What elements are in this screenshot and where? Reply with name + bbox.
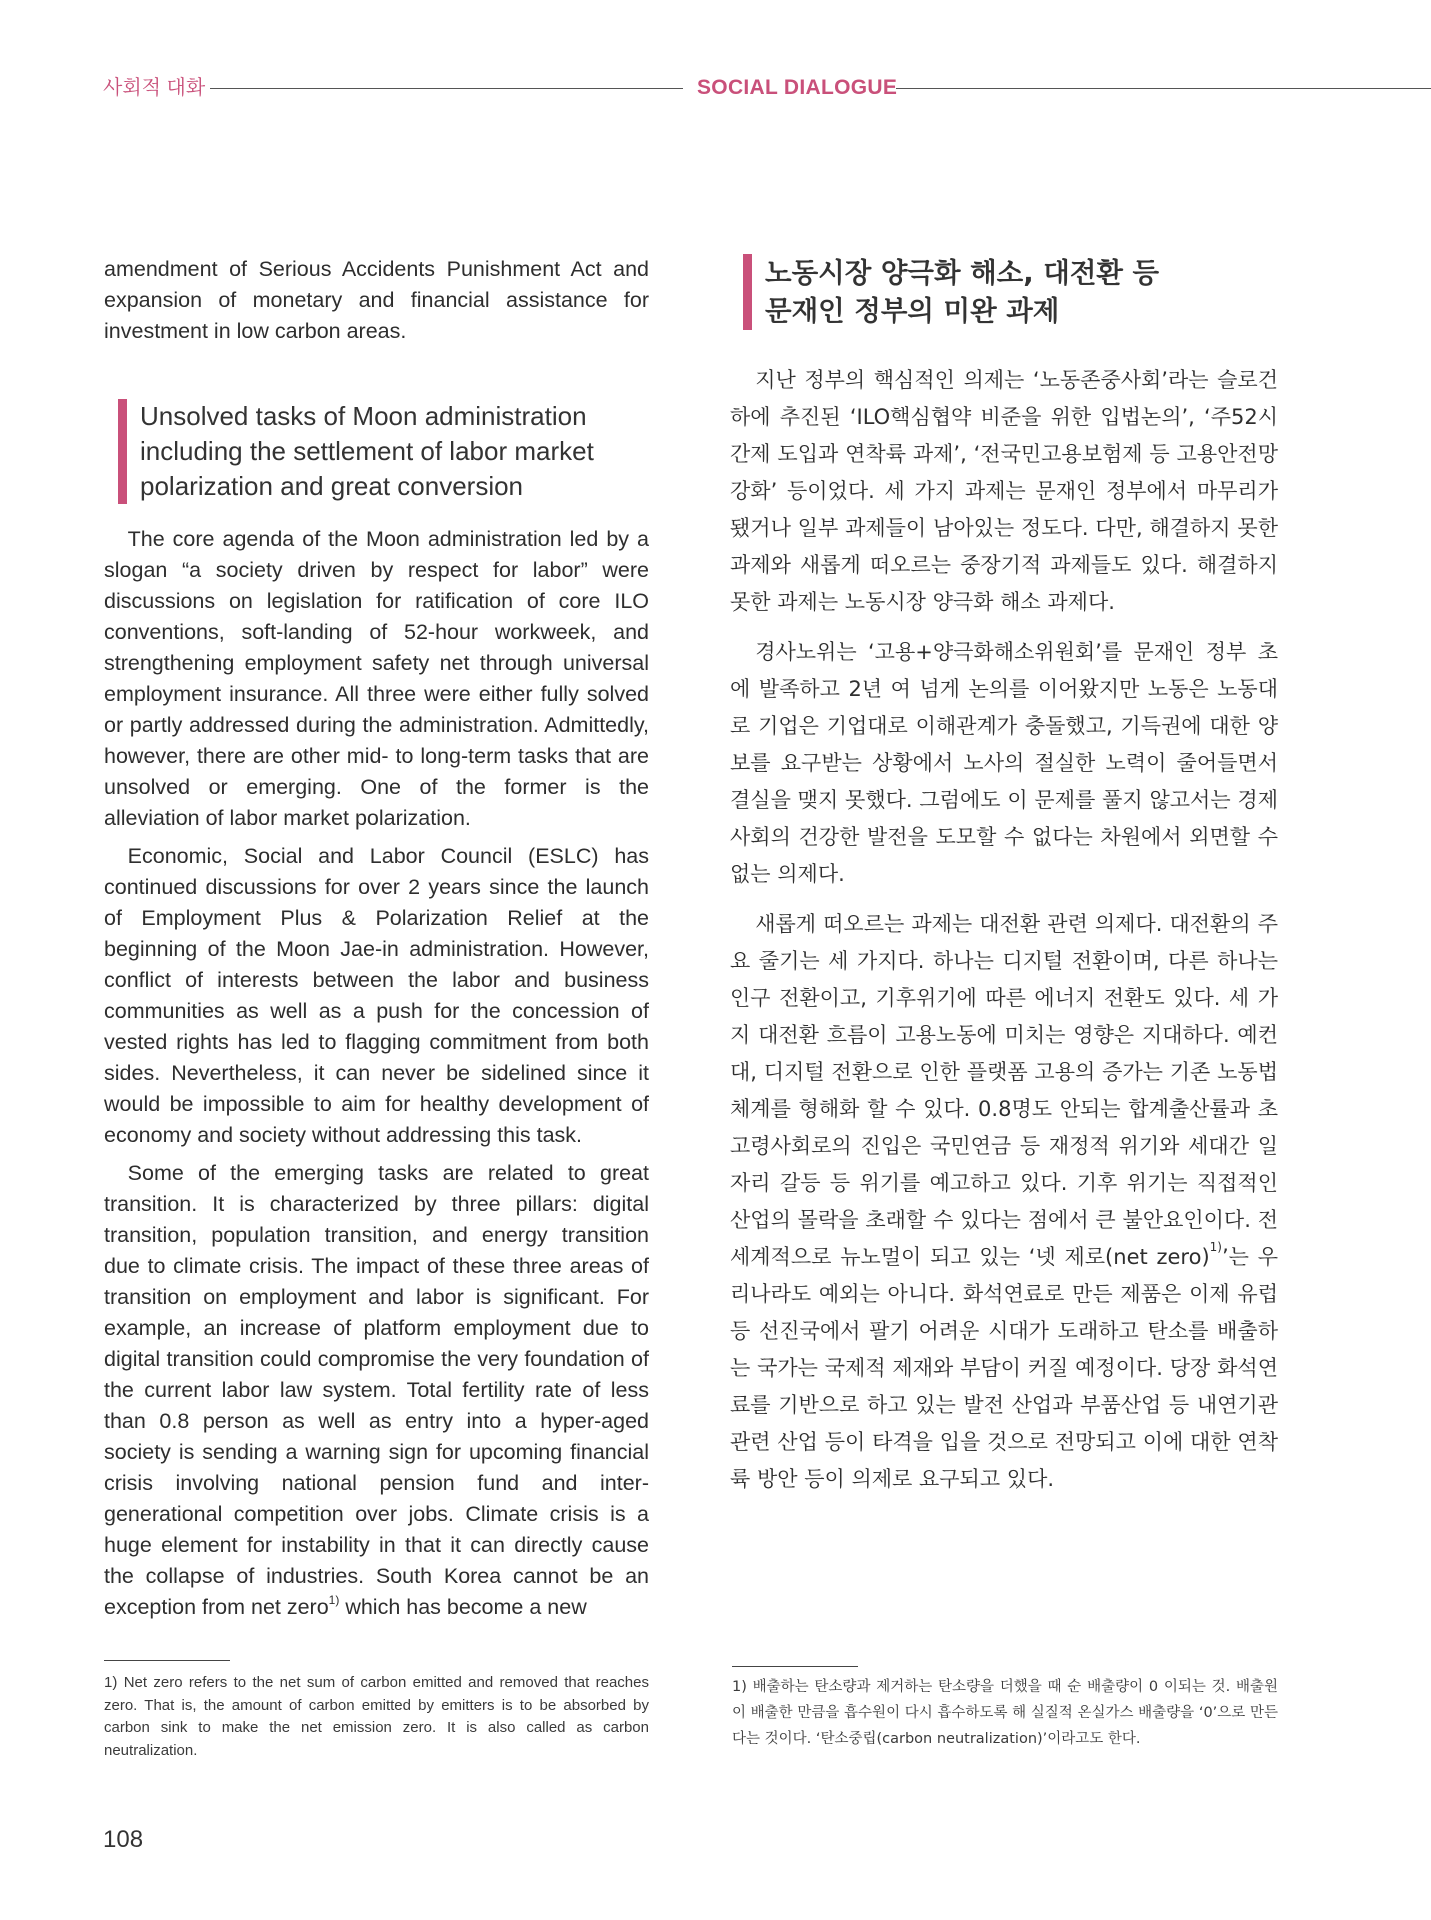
- right-p3-text: 새롭게 떠오르는 과제는 대전환 관련 의제다. 대전환의 주요 줄기는 세 가지다. 하나는 디지털 전환이며, 다른 하나는 인구 전환이고, 기후위기에 따른 에너지 전환도 있다. 세 가지 대전환 흐름이 고용노동에 미치는 영향은 지대하다. 예컨대, 디지털 전환으로 인한 플랫폼 고용의 증가는 기존 노동법 체계를 형해화 할 수 있다. 0.8명도 안되는 합계출산률과 초고령사회로의 진입은 국민연금 등 재정적 위기와 세대간 일자리 갈등 등 위기를 예고하고 있다. 기후 위기는 직접적인 산업의 몰락을 초래할 수 있다는 점에서 큰 불안요인이다. 전 세계적으로 뉴노멀이 되고 있는 ‘넷 제로(net zero): [730, 912, 1278, 1269]
- left-paragraph: Economic, Social and Labor Council (ESLC) has continued discussions for over 2 years since the launch of Employment Plus & Polarization Relief at the beginning of the Moon Jae-in administration. However, conflict of interests between the labor and business communities as well as a push for the concession of vested rights has led to flagging commitment from both sides. Nevertheless, it can never be sidelined since it would be impossible to aim for healthy development of economy and society without addressing this task.: [104, 844, 649, 1147]
- left-intro: [104, 254, 649, 354]
- left-section-heading: [118, 399, 670, 504]
- right-paragraph: 지난 정부의 핵심적인 의제는 ‘노동존중사회’라는 슬로건 하에 추진된 ‘ILO핵심협약 비준을 위한 입법논의’, ‘주52시간제 도입과 연착륙 과제’, ‘전국민고용보험제 등 고용안전망 강화’ 등이었다. 세 가지 과제는 문재인 정부에서 마무리가 됐거나 일부 과제들이 남아있는 정도다. 다만, 해결하지 못한 과제와 새롭게 떠오르는 중장기적 과제들도 있다. 해결하지 못한 과제는 노동시장 양극화 해소 과제다.: [730, 368, 1278, 614]
- left-heading-line: polarization and great conversion: [140, 471, 524, 501]
- right-heading-line: 문재인 정부의 미완 과제: [765, 295, 1060, 327]
- header-section-en: SOCIAL DIALOGUE: [697, 76, 898, 99]
- header-rule-right: [896, 88, 1431, 89]
- left-intro-text: amendment of Serious Accidents Punishment Act and expansion of monetary and financial assistance for investment in low carbon areas.: [104, 257, 649, 343]
- right-footnote: 1) 배출하는 탄소량과 제거하는 탄소량을 더했을 때 순 배출량이 0 이되는 것. 배출원이 배출한 만큼을 흡수원이 다시 흡수하도록 해 실질적 온실가스 배출량을 ‘0’으로 만든다는 것이다. ‘탄소중립(carbon neutralization)’이라고도 한다.: [732, 1679, 1278, 1747]
- left-p3-tail: which has become a new: [339, 1595, 587, 1619]
- header-section-ko: 사회적 대화: [103, 77, 206, 99]
- right-footnote-rule: [732, 1666, 858, 1667]
- left-p3-text: Some of the emerging tasks are related to great transition. It is characterized by three pillars: digital transition, population transition, and energy transition due to climate crisis. The impact of these three areas of transition on employment and labor is significant. For example, an increase of platform employment due to digital transition could compromise the very foundation of the current labor law system. Total fertility rate of less than 0.8 person as well as entry into a hyper-aged society is sending a warning sign for upcoming financial crisis involving national pension fund and inter-generational competition over jobs. Climate crisis is a huge element for instability in that it can directly cause the collapse of industries. South Korea cannot be an exception from net zero: [104, 1161, 649, 1619]
- left-paragraph: The core agenda of the Moon administration led by a slogan “a society driven by respect for labor” were discussions on legislation for ratification of core ILO conventions, soft-landing of 52-hour workweek, and strengthening employment safety net through universal employment insurance. All three were either fully solved or partly addressed during the administration. Admittedly, however, there are other mid- to long-term tasks that are unsolved or emerging. One of the former is the alleviation of labor market polarization.: [104, 527, 649, 830]
- right-p3-tail: ’는 우리나라도 예외는 아니다. 화석연료로 만든 제품은 이제 유럽 등 선진국에서 팔기 어려운 시대가 도래하고 탄소를 배출하는 국가는 국제적 제재와 부담이 커질 예정이다. 당장 화석연료를 기반으로 하고 있는 발전 산업과 부품산업 등 내연기관 관련 산업 등이 타격을 입을 것으로 전망되고 이에 대한 연착륙 방안 등이 의제로 요구되고 있다.: [730, 1245, 1278, 1491]
- page-number: 108: [103, 1826, 144, 1853]
- right-paragraph: 경사노위는 ‘고용+양극화해소위원회’를 문재인 정부 초에 발족하고 2년 여 넘게 논의를 이어왔지만 노동은 노동대로 기업은 기업대로 이해관계가 충돌했고, 기득권에 대한 양보를 요구받는 상황에서 노사의 절실한 노력이 줄어들면서 결실을 맺지 못했다. 그럼에도 이 문제를 풀지 않고서는 경제사회의 건강한 발전을 도모할 수 없다는 차원에서 외면할 수 없는 의제다.: [730, 640, 1278, 886]
- left-heading-line: Unsolved tasks of Moon administration: [140, 401, 587, 431]
- header-rule-left: [210, 88, 683, 89]
- footnote-ref: 1): [328, 1593, 340, 1607]
- left-footnote-rule: [104, 1660, 230, 1661]
- right-body: [730, 362, 1278, 1511]
- footnote-ref: 1): [1209, 1240, 1222, 1254]
- running-header: [103, 74, 1431, 102]
- right-paragraph-3: [730, 906, 1278, 1498]
- left-paragraph-3: [104, 1158, 649, 1623]
- left-heading-line: including the settlement of labor market: [140, 436, 594, 466]
- right-heading-line: 노동시장 양극화 해소, 대전환 등: [765, 257, 1160, 289]
- left-footnote: 1) Net zero refers to the net sum of carbon emitted and removed that reaches zero. That is, the amount of carbon emitted by emitters is to be absorbed by carbon sink to make the net emission zero. It is also called as carbon neutralization.: [104, 1674, 649, 1759]
- left-body: [104, 524, 649, 1630]
- right-section-heading: [743, 254, 1295, 330]
